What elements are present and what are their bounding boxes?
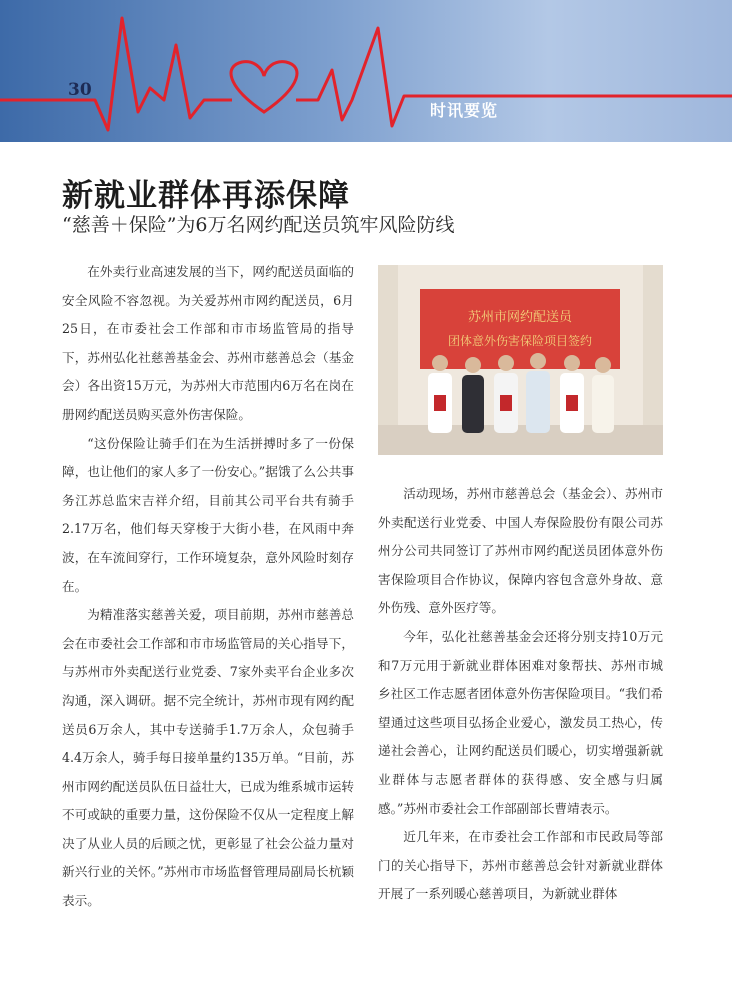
event-photo: [378, 265, 663, 455]
paragraph: 近几年来，在市委社会工作部和市民政局等部门的关心指导下，苏州市慈善总会针对新就业群体开展了一系列暖心慈善项目，为新就业群体: [378, 829, 663, 902]
paragraph: “这份保险让骑手们在为生活拼搏时多了一份保障，也让他们的家人多了一份安心。”据饿了么公共事务江苏总监宋吉祥介绍，目前其公司平台共有骑手2.17万名，他们每天穿梭于大街小巷，在风雨中奔波，在车流间穿行，工作环境复杂，意外风险时刻存在。: [62, 435, 354, 594]
heartbeat-icon: [0, 0, 732, 142]
left-column: [62, 258, 354, 916]
page-number: 30: [68, 80, 92, 100]
paragraph: 为精准落实慈善关爱，项目前期，苏州市慈善总会在市委社会工作部和市市场监管局的关心指导下，与苏州市外卖配送行业党委、7家外卖平台企业多次沟通，深入调研。据不完全统计，苏州市现有网约配送员6万余人，其中专送骑手1.7万余人，众包骑手4.4万余人，骑手每日接单量约135万单。“目前，苏州市网约配送员队伍日益壮大，已成为维系城市运转不可或缺的重要力量，这份保险不仅从一定程度上解决了从业人员的后顾之忧，更彰显了社会公益力量对新兴行业的关怀。”苏州市市场监督管理局副局长杭颖表示。: [62, 607, 354, 909]
section-title: 时讯要览: [430, 101, 499, 120]
paragraph: 活动现场，苏州市慈善总会（基金会）、苏州市外卖配送行业党委、中国人寿保险股份有限公司苏州分公司共同签订了苏州市网约配送员团体意外伤害保险项目合作协议，保障内容包含意外身故、意外伤残、意外医疗等。: [378, 486, 663, 616]
header-band: [0, 0, 732, 142]
paragraph: 在外卖行业高速发展的当下，网约配送员面临的安全风险不容忽视。为关爱苏州市网约配送员，6月25日，在市委社会工作部和市市场监管局的指导下，苏州弘化社慈善基金会、苏州市慈善总会（基金会）各出资15万元，为苏州大市范围内6万名在岗在册网约配送员购买意外伤害保险。: [62, 264, 354, 422]
signing-banner: [420, 289, 620, 369]
paragraph: 今年，弘化社慈善基金会还将分别支持10万元和7万元用于新就业群体困难对象帮扶、苏州市城乡社区工作志愿者团体意外伤害保险项目。“我们希望通过这些项目弘扬企业爱心，激发员工热心，传递社会善心，让网约配送员们暖心，切实增强新就业群体与志愿者群体的获得感、安全感与归属感。”苏州市委社会工作部副部长曹靖表示。: [378, 628, 663, 816]
heart-icon: [231, 62, 297, 112]
right-column: [378, 480, 663, 909]
article-title: 新就业群体再添保障: [62, 178, 350, 214]
banner-text-2: 团体意外伤害保险项目签约: [447, 334, 593, 348]
article-subtitle: “慈善＋保险”为6万名网约配送员筑牢风险防线: [62, 214, 455, 236]
banner-text-1: 苏州市网约配送员: [467, 310, 573, 325]
